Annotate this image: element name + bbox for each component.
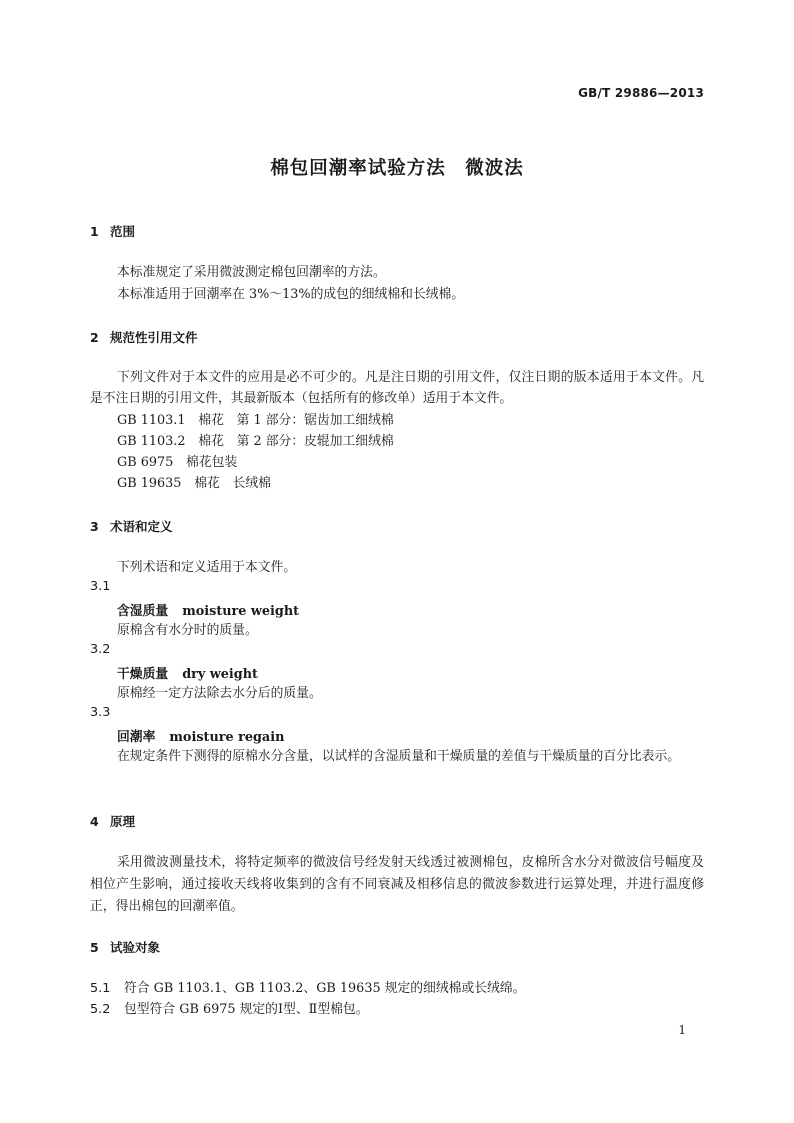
term-definition: 原棉含有水分时的质量。 (117, 623, 258, 638)
reference-item: GB 6975 棉花包装 (117, 455, 238, 470)
term-english: moisture weight (182, 604, 300, 619)
paragraph: 本标准适用于回潮率在 3%～13%的成包的细绒棉和长绒棉。 (117, 287, 465, 302)
section-title: 术语和定义 (110, 519, 173, 534)
section-5-heading (90, 938, 160, 956)
paragraph: 采用微波测量技术，将特定频率的微波信号经发射天线透过被测棉包，皮棉所含水分对微波信号幅度及相位产生影响，通过接收天线将收集到的含有不同衰减及相移信息的微波参数进行运算处理，并进行温度修正，得出棉包的回潮率值。 (90, 855, 704, 914)
paragraph: 本标准规定了采用微波测定棉包回潮率的方法。 (117, 265, 386, 280)
list-item (90, 999, 369, 1020)
section-3-heading (90, 517, 173, 535)
term-number: 3.3 (90, 705, 111, 720)
section-number: 2 (90, 330, 99, 345)
section-4-heading (90, 812, 135, 830)
page-number: 1 (678, 1023, 686, 1037)
paragraph: 下列文件对于本文件的应用是必不可少的。凡是注日期的引用文件，仅注日期的版本适用于本文件。凡是不注日期的引用文件，其最新版本（包括所有的修改单）适用于本文件。 (90, 370, 704, 406)
paragraph: 下列术语和定义适用于本文件。 (117, 560, 297, 575)
section-2-heading (90, 328, 198, 346)
term-definition: 原棉经一定方法除去水分后的质量。 (117, 686, 322, 701)
item-text: 包型符合 GB 6975 规定的Ⅰ型、Ⅱ型棉包。 (124, 1002, 369, 1017)
section-title: 原理 (110, 814, 136, 829)
section-title: 范围 (110, 224, 136, 239)
section-number: 5 (90, 940, 99, 955)
term-chinese: 干燥质量 (117, 667, 169, 682)
term-chinese: 回潮率 (117, 730, 156, 745)
term-number: 3.2 (90, 642, 111, 657)
document-title: 棉包回潮率试验方法 微波法 (270, 158, 524, 179)
term-english: dry weight (182, 667, 258, 682)
item-number: 5.1 (90, 981, 111, 996)
term-english: moisture regain (169, 730, 285, 745)
section-title: 试验对象 (110, 940, 161, 955)
list-item (90, 978, 525, 999)
term-number: 3.1 (90, 579, 111, 594)
term-chinese: 含湿质量 (117, 604, 169, 619)
section-title: 规范性引用文件 (110, 330, 198, 345)
term-heading (117, 726, 284, 745)
section-number: 3 (90, 519, 99, 534)
section-1-heading (90, 222, 135, 240)
reference-item: GB 19635 棉花 长绒棉 (117, 476, 271, 491)
standard-code: GB/T 29886—2013 (578, 86, 704, 100)
term-heading (117, 600, 299, 619)
item-text: 符合 GB 1103.1、GB 1103.2、GB 19635 规定的细绒棉或长绒绵。 (124, 981, 526, 996)
item-number: 5.2 (90, 1002, 111, 1017)
reference-item: GB 1103.1 棉花 第 1 部分：锯齿加工细绒棉 (117, 413, 394, 428)
reference-item: GB 1103.2 棉花 第 2 部分：皮辊加工细绒棉 (117, 434, 394, 449)
term-definition: 在规定条件下测得的原棉水分含量，以试样的含湿质量和干燥质量的差值与干燥质量的百分比表示。 (117, 749, 681, 764)
section-number: 4 (90, 814, 99, 829)
section-number: 1 (90, 224, 99, 239)
term-heading (117, 663, 258, 682)
